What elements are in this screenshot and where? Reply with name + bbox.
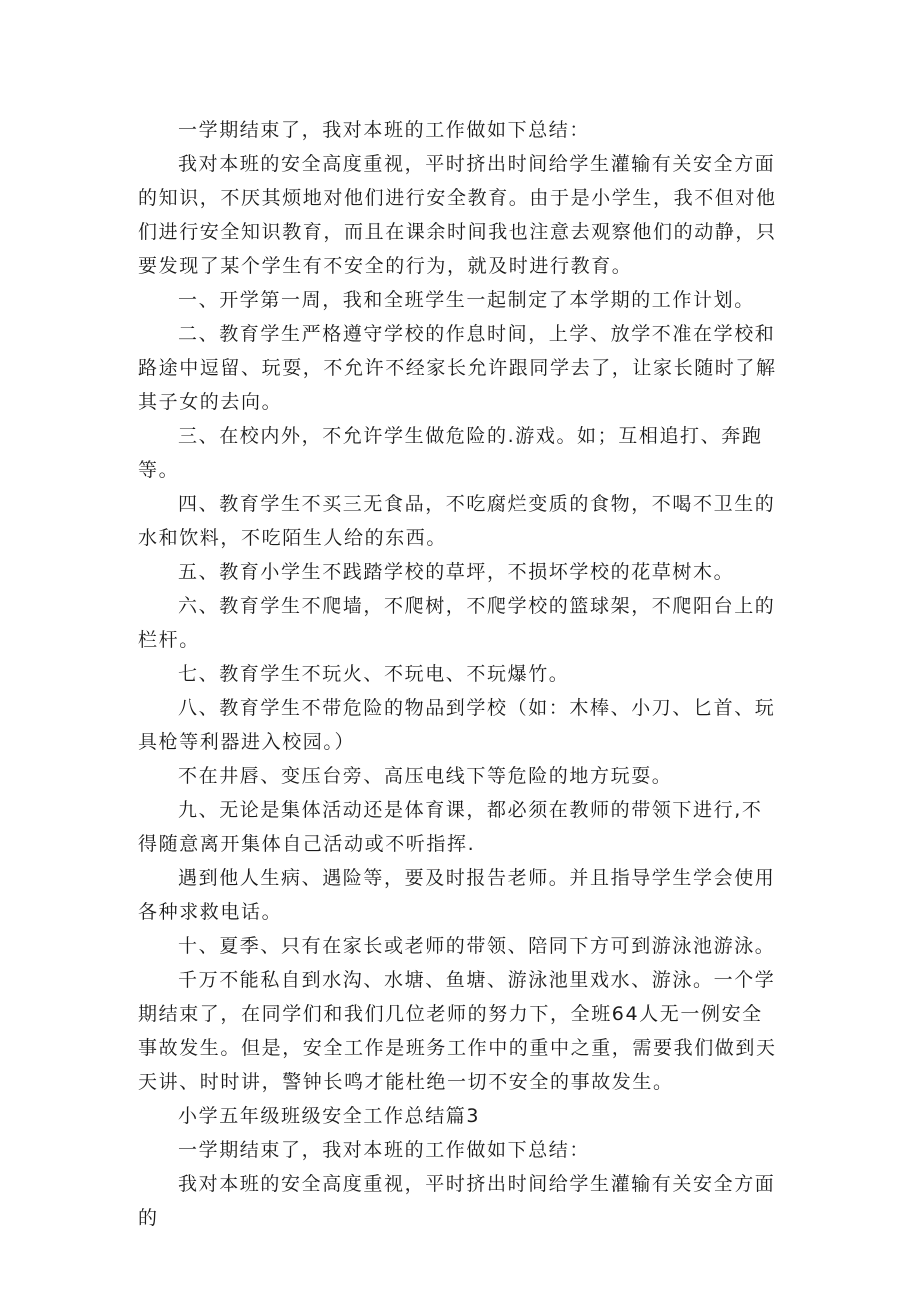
paragraph-item-2: 二、教育学生严格遵守学校的作息时间，上学、放学不准在学校和路途中逗留、玩耍，不允许不经家长允许跟同学去了，让家长随时了解其子女的去向。 — [138, 323, 777, 413]
paragraph-item-10: 十、夏季、只有在家长或老师的带领、陪同下方可到游泳池游泳。 — [178, 935, 776, 957]
paragraph-item-7: 七、教育学生不玩火、不玩电、不玩爆竹。 — [178, 663, 570, 685]
paragraph-item-6: 六、教育学生不爬墙，不爬树，不爬学校的篮球架，不爬阳台上的栏杆。 — [138, 595, 776, 651]
section-heading: 小学五年级班级安全工作总结篇3 — [178, 1105, 481, 1127]
paragraph-item-4: 四、教育学生不买三无食品，不吃腐烂变质的食物，不喝不卫生的水和饮料，不吃陌生人给的东西。 — [138, 493, 776, 549]
paragraph-item-8-note: 不在井唇、变压台旁、高压电线下等危险的地方玩耍。 — [178, 765, 673, 787]
paragraph-overview-partial: 我对本班的安全高度重视，平时挤出时间给学生灌输有关安全方面的 — [138, 1173, 776, 1229]
paragraph-item-9: 九、无论是集体活动还是体育课，都必须在教师的带领下进行,不得随意离开集体自己活动或不听指挥. — [138, 799, 763, 855]
paragraph-item-1: 一、开学第一周，我和全班学生一起制定了本学期的工作计划。 — [178, 289, 755, 311]
paragraph-conclusion: 千万不能私自到水沟、水塘、鱼塘、游泳池里戏水、游泳。一个学期结束了，在同学们和我们几位老师的努力下，全班64人无一例安全事故发生。但是，安全工作是班务工作中的重中之重，需要我们做到天天讲、时时讲，警钟长鸣才能杜绝一切不安全的事故发生。 — [138, 969, 777, 1093]
paragraph-item-8: 八、教育学生不带危险的物品到学校（如：木棒、小刀、匕首、玩具枪等利器进入校园。） — [138, 697, 776, 753]
paragraph-item-5: 五、教育小学生不践踏学校的草坪，不损坏学校的花草树木。 — [178, 561, 735, 583]
paragraph-intro-repeat: 一学期结束了，我对本班的工作做如下总结： — [178, 1139, 591, 1161]
paragraph-item-9-note: 遇到他人生病、遇险等，要及时报告老师。并且指导学生学会使用各种求救电话。 — [138, 867, 776, 923]
paragraph-intro: 一学期结束了，我对本班的工作做如下总结： — [178, 119, 591, 141]
paragraph-overview: 我对本班的安全高度重视，平时挤出时间给学生灌输有关安全方面的知识，不厌其烦地对他们进行安全教育。由于是小学生，我不但对他们进行安全知识教育，而且在课余时间我也注意去观察他们的动静，只要发现了某个学生有不安全的行为，就及时进行教育。 — [138, 153, 777, 277]
paragraph-item-3: 三、在校内外，不允许学生做危险的.游戏。如；互相追打、奔跑等。 — [138, 425, 763, 481]
document-body — [138, 113, 783, 1235]
